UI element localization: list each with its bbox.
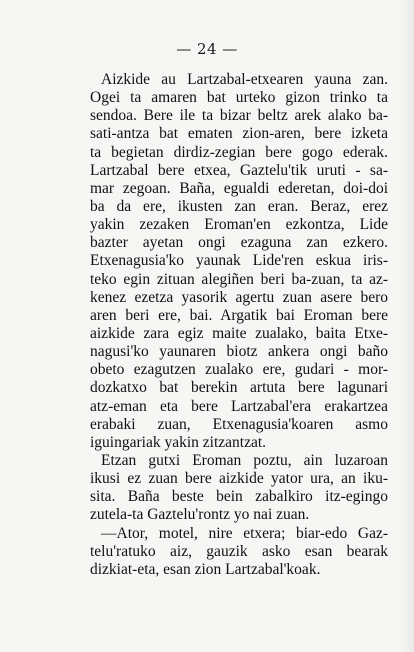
text-line: kenez ezetza yasorik agertu zuan asere bero: [90, 288, 388, 306]
text-line: aizkide zara egiz maite zualako, baita Etxe-: [90, 324, 388, 342]
text-line: mar zegoan. Baña, egualdi ederetan, doi-doi: [90, 179, 388, 197]
text-line: teko egin zituan alegiñen beri ba-zuan, ta az-: [90, 270, 388, 288]
text-line: obeto ezagutzen zualako ere, gudari - mor-: [90, 361, 388, 379]
text-line: Etzan gutxi Eroman poztu, ain luzaroan: [101, 451, 388, 469]
text-line: dizkiat-eta, esan zion Lartzabal'koak.: [90, 560, 321, 578]
text-line: Ogei ta amaren bat urteko gizon trinko ta: [90, 89, 388, 107]
text-line: ta begietan dirdiz-zegian bere gogo ederak.: [90, 143, 388, 161]
text-line: Lartzabal bere etxea, Gaztelu'tik uruti - sa-: [90, 161, 388, 179]
text-line: yakin zezaken Eroman'en ezkontza, Lide: [90, 216, 388, 234]
text-line: atz-eman eta bere Lartzabal'era erakartzea: [90, 397, 388, 415]
text-line: ikusi ez zuan bere aizkide yator ura, an iku-: [90, 470, 388, 488]
text-line: zutela-ta Gaztelu'rontz yo nai zuan.: [90, 506, 310, 524]
text-line: Etxenagusia'ko yaunak Lide'ren eskua iris-: [90, 252, 388, 270]
text-line: erabaki zuan, Etxenagusia'koaren asmo: [90, 415, 388, 433]
text-line: sati-antza bat ematen zion-aren, bere izketa: [90, 125, 388, 143]
page-edge-shadow: [398, 0, 414, 652]
page-number: — 24 —: [176, 40, 238, 58]
text-line: sita. Baña beste bein zabalkiro itz-egingo: [90, 488, 388, 506]
text-line: —Ator, motel, nire etxera; biar-edo Gaz-: [101, 524, 388, 542]
text-line: Aizkide au Lartzabal-etxearen yauna zan.: [101, 71, 388, 88]
body-text: [90, 71, 388, 579]
text-line: nagusi'ko yaunaren biotz ankera ongi baño: [90, 343, 388, 361]
text-line: ba da ere, ikusten zan eran. Beraz, erez: [90, 197, 388, 215]
text-line: sendoa. Bere ile ta bizar beltz arek alako ba-: [90, 107, 388, 125]
text-line: iguingariak yakin zitzantzat.: [90, 433, 267, 451]
text-line: aren beri ere, bai. Argatik bai Eroman bere: [90, 306, 388, 324]
text-line: dozkatxo bat berekin artuta bere lagunari: [90, 379, 388, 397]
text-line: bazter ayetan ongi ezaguna zan ezkero.: [90, 234, 388, 252]
text-line: telu'ratuko aiz, gauzik asko esan bearak: [90, 542, 388, 560]
